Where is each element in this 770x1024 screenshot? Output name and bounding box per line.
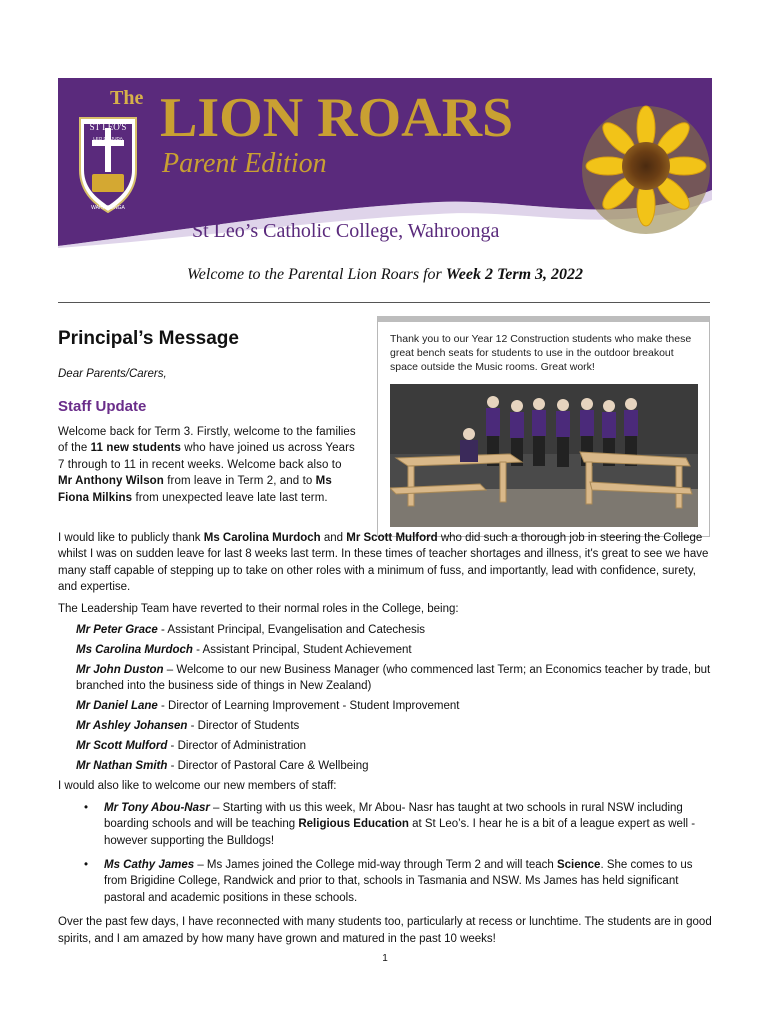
welcome-line xyxy=(58,266,712,284)
banner-subtitle: Parent Edition xyxy=(162,148,327,179)
bullet-icon: • xyxy=(84,801,89,814)
welcome-week: Week 2 Term 3, 2022 xyxy=(445,266,584,283)
intro-text-4: from unexpected leave late last term. xyxy=(132,491,328,504)
banner-title: LION ROARS xyxy=(160,87,514,149)
list-item: Mr John Duston – Welcome to our new Business Manager (who commenced last Term; an Economics teacher by trade, but branched into the business side of things in New Zealand) xyxy=(76,663,711,693)
list-item: Ms Carolina Murdoch - Assistant Principal, Student Achievement xyxy=(76,643,412,656)
divider xyxy=(58,302,710,303)
bold-mulford: Mr Scott Mulford xyxy=(346,532,438,544)
photo-caption: Thank you to our Year 12 Construction students who make these great bench seats for students to use in the outdoor breakout space outside the Music rooms. Great work! xyxy=(390,333,692,373)
greeting: Dear Parents/Carers, xyxy=(58,368,167,380)
bold-murdoch: Ms Carolina Murdoch xyxy=(203,532,321,544)
photo-callout xyxy=(377,316,710,537)
intro-bold-wilson: Mr Anthony Wilson xyxy=(58,475,164,488)
list-item: Mr Scott Mulford - Director of Administration xyxy=(76,739,307,752)
intro-text-2: who have joined us across Years 7 through to 11 in recent weeks. Welcome back also to xyxy=(58,442,355,471)
crest-top-text: ST LEO'S xyxy=(89,122,127,132)
intro-bold-students: 11 new students xyxy=(90,442,182,455)
sunflower-image xyxy=(582,106,710,234)
leadership-list xyxy=(76,622,712,774)
intro-text-1: Welcome back for Term 3. Firstly, welcome to the families of the xyxy=(58,426,356,455)
list-item: Mr Ashley Johansen - Director of Students xyxy=(76,720,300,733)
newsletter-banner xyxy=(58,78,712,248)
banner-the: The xyxy=(110,87,144,109)
list-item: Mr Peter Grace - Assistant Principal, Evangelisation and Catechesis xyxy=(76,624,426,637)
list-item: • Ms Cathy James – Ms James joined the College mid-way through Term 2 and will teach Science. She comes to us from Brigidine College, Randwick and prior to that, schools in Tasmania and NSW. Ms James has held significant pastoral and academic positions in these schools. xyxy=(84,858,693,904)
closing-paragraph: Over the past few days, I have reconnected with many students too, particularly at recess or lunchtime. The students are in good spirits, and I am amazed by how many have grown and matured in the past 10 weeks! xyxy=(58,916,712,945)
banner-graphic xyxy=(58,78,712,248)
intro-bold-milkins: Ms Fiona Milkins xyxy=(58,475,332,504)
section-heading-principal: Principal’s Message xyxy=(58,328,239,349)
crest-motto-text: LEO DE JUDA xyxy=(93,136,123,141)
construction-students-photo xyxy=(390,384,698,527)
section-heading-staff-update: Staff Update xyxy=(58,398,147,415)
list-item: Mr Daniel Lane - Director of Learning Improvement - Student Improvement xyxy=(76,700,460,713)
intro-text-3: from leave in Term 2, and to xyxy=(163,475,316,488)
school-name: St Leo’s Catholic College, Wahroonga xyxy=(192,220,500,242)
welcome-prefix: Welcome to the Parental Lion Roars for xyxy=(186,266,446,283)
new-staff-list xyxy=(58,800,712,906)
thanks-paragraph: I would like to publicly thank Ms Carolina Murdoch and Mr Scott Mulford who did such a thorough job in steering the College whilst I was on sudden leave for last 8 weeks last term. In these times of teacher shortages and illness, it's great to see we have many staff capable of stepping up to take on other roles with a minimum of fuss, and importantly, lead with confidence, surety, and expertise. xyxy=(58,532,709,594)
principal-message-body xyxy=(58,530,712,952)
list-item: • Mr Tony Abou-Nasr – Starting with us this week, Mr Abou- Nasr has taught at two schools in rural NSW including boarding schools and will be teaching Religious Education at St Leo’s. I hear he is a bit of a league expert as well - however supporting the Bulldogs! xyxy=(84,801,696,847)
page-number: 1 xyxy=(382,953,388,964)
leadership-intro: The Leadership Team have reverted to their normal roles in the College, being: xyxy=(58,602,459,615)
list-item: Mr Nathan Smith - Director of Pastoral Care & Wellbeing xyxy=(76,759,369,772)
bullet-icon: • xyxy=(84,858,89,871)
crest-bottom-text: WAHROONGA xyxy=(91,205,125,211)
new-staff-intro: I would also like to welcome our new members of staff: xyxy=(58,780,337,793)
staff-update-intro xyxy=(58,424,358,506)
